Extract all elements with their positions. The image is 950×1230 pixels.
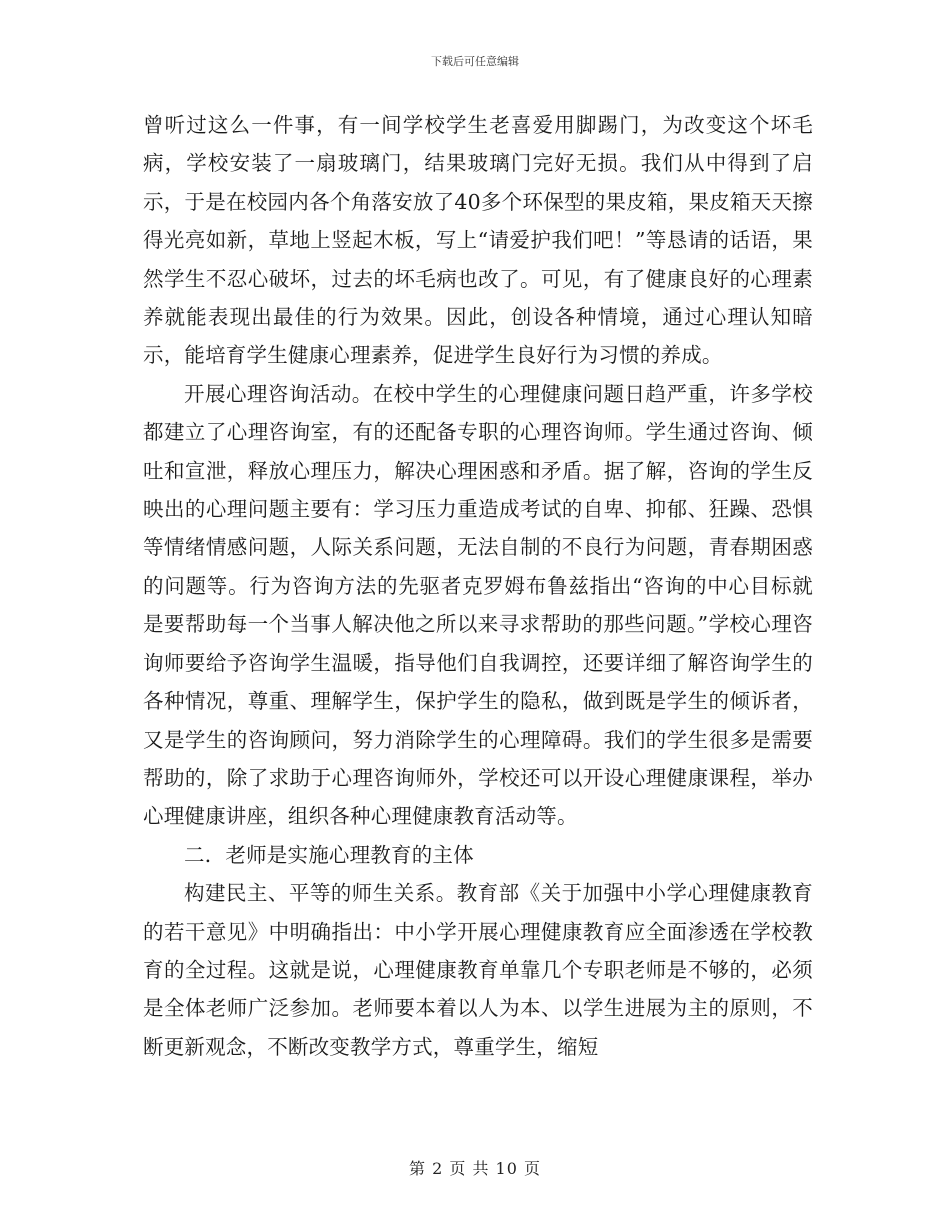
section-heading-teachers: 二．老师是实施心理教育的主体 — [184, 842, 474, 867]
document-body — [143, 106, 813, 1066]
page-number-footer: 第 2 页 共 10 页 — [409, 1159, 541, 1178]
header-note: 下载后可任意编辑 — [431, 55, 519, 68]
paragraph-glass-door-story: 曾听过这么一件事，有一间学校学生老喜爱用脚踢门，为改变这个坏毛病，学校安装了一扇玻璃门，结果玻璃门完好无损。我们从中得到了启示，于是在校园内各个角落安放了40多个环保型的果皮箱，果皮箱天天擦得光亮如新，草地上竖起木板，写上“请爱护我们吧！”等恳请的话语，果然学生不忍心破坏，过去的坏毛病也改了。可见，有了健康良好的心理素养就能表现出最佳的行为效果。因此，创设各种情境，通过心理认知暗示，能培育学生健康心理素养，促进学生良好行为习惯的养成。 — [143, 113, 813, 368]
paragraph-counseling-activity: 开展心理咨询活动。在校中学生的心理健康问题日趋严重，许多学校都建立了心理咨询室，有的还配备专职的心理咨询师。学生通过咨询、倾吐和宣泄，释放心理压力，解决心理困惑和矛盾。据了解，咨询的学生反映出的心理问题主要有：学习压力重造成考试的自卑、抑郁、狂躁、恐惧等情绪情感问题，人际关系问题，无法自制的不良行为问题，青春期困惑的问题等。行为咨询方法的先驱者克罗姆布鲁兹指出“咨询的中心目标就是要帮助每一个当事人解决他之所以来寻求帮助的那些问题。”学校心理咨询师要给予咨询学生温暖，指导他们自我调控，还要详细了解咨询学生的各种情况，尊重、理解学生，保护学生的隐私，做到既是学生的倾诉者，又是学生的咨询顾问，努力消除学生的心理障碍。我们的学生很多是需要帮助的，除了求助于心理咨询师外，学校还可以开设心理健康课程，举办心理健康讲座，组织各种心理健康教育活动等。 — [143, 381, 813, 829]
paragraph-teacher-student-relation: 构建民主、平等的师生关系。教育部《关于加强中小学心理健康教育的若干意见》中明确指出：中小学开展心理健康教育应全面渗透在学校教育的全过程。这就是说，心理健康教育单靠几个专职老师是不够的，必须是全体老师广泛参加。老师要本着以人为本、以学生进展为主的原则，不断更新观念，不断改变教学方式，尊重学生，缩短 — [143, 881, 813, 1059]
